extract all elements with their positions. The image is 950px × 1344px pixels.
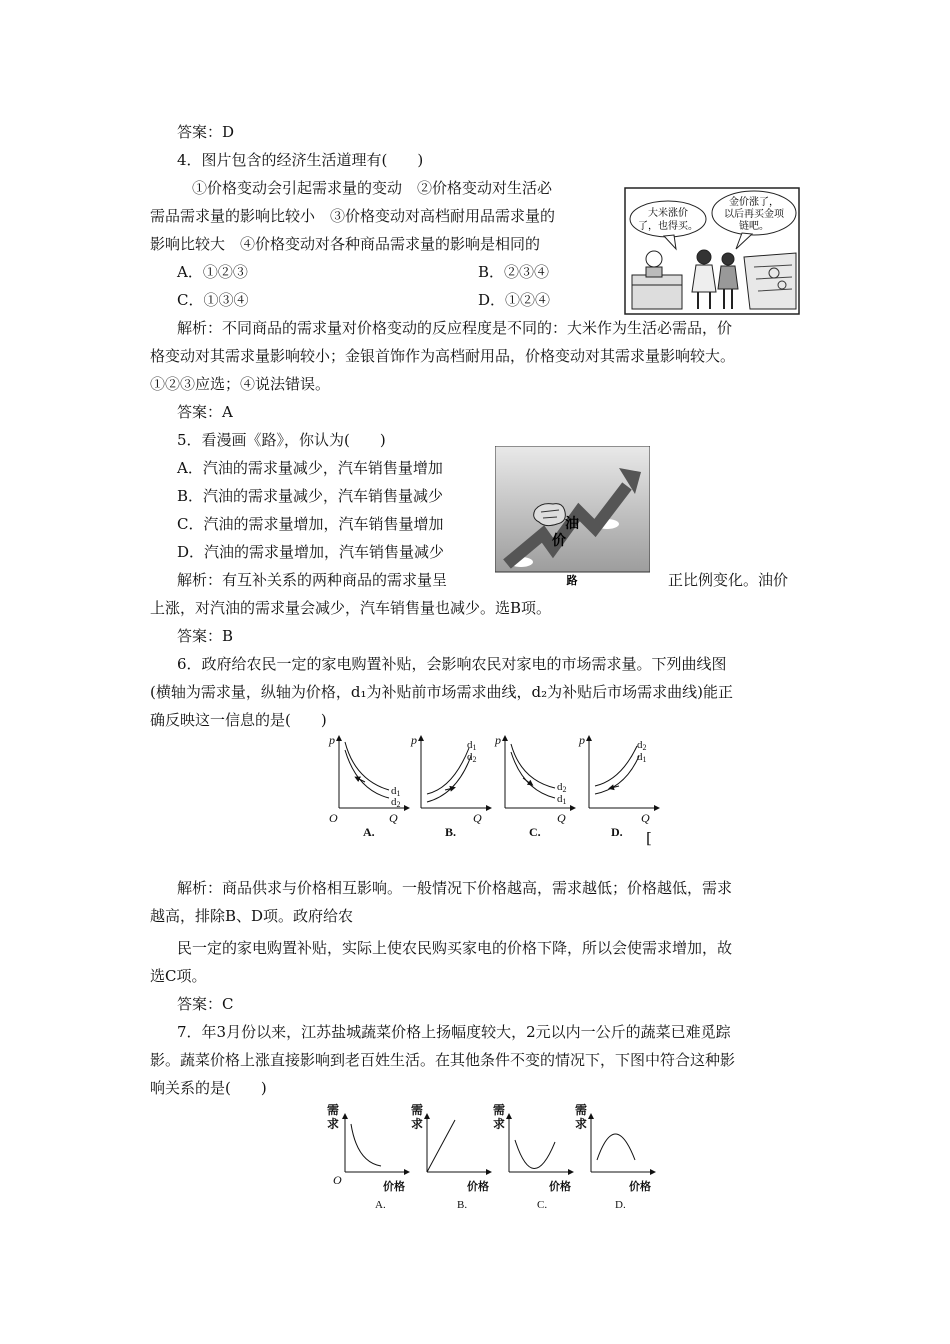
origin: O <box>329 811 338 825</box>
curve-label-d2: d2 <box>637 739 647 752</box>
q4-statement-line: ①价格变动会引起需求量的变动 ②价格变动对生活必 <box>192 179 553 197</box>
q7-stem-line: 影。蔬菜价格上涨直接影响到老百姓生活。在其他条件不变的情况下，下图中符合这种影 <box>150 1051 736 1069</box>
q5-option-b: B．汽油的需求量减少，汽车销售量减少 <box>177 487 444 505</box>
q6-explanation-line: 民一定的家电购置补贴，实际上使农民购买家电的价格下降，所以会使需求增加，故 <box>177 939 733 957</box>
y-label: 求 <box>493 1117 506 1131</box>
q4-explanation-line: ①②③应选；④说法错误。 <box>150 375 331 393</box>
q6-explanation-line: 解析：商品供求与价格相互影响。一般情况下价格越高，需求越低；价格越低，需求 <box>177 879 733 897</box>
bubble-rice-line1: 大米涨价 <box>648 208 688 219</box>
curve-label-d1: d1 <box>391 785 401 798</box>
q6-graph-b <box>410 733 489 839</box>
q5-stem: 5．看漫画《路》，你认为( ) <box>177 431 386 449</box>
q5-explanation-line: 上涨，对汽油的需求量会减少，汽车销售量也减少。选B项。 <box>150 599 552 617</box>
graph-label-d: D. <box>611 825 623 839</box>
q6-graph-c <box>494 733 573 839</box>
answer-q3: 答案：D <box>177 123 235 141</box>
x-label: 价格 <box>629 1181 651 1193</box>
origin: O <box>333 1173 342 1187</box>
q5-img-oil-label: 油 <box>565 517 579 532</box>
q6-explanation-line: 选C项。 <box>150 967 207 985</box>
y-label: 求 <box>575 1117 588 1131</box>
axis-q: Q <box>641 811 650 825</box>
x-label: 价格 <box>549 1181 571 1193</box>
q5-img-caption: 路 <box>566 575 578 586</box>
q6-stem-line: (横轴为需求量，纵轴为价格，d₁为补贴前市场需求曲线，d₂为补贴后市场需求曲线)能正 <box>150 683 733 701</box>
q7-graph-a <box>327 1102 407 1211</box>
axis-q: Q <box>389 811 398 825</box>
y-label: 需 <box>411 1103 424 1117</box>
q4-explanation-line: 格变动对其需求量影响较小；金银首饰作为高档耐用品，价格变动对其需求量影响较大。 <box>150 347 736 365</box>
q4-cartoon <box>624 187 800 315</box>
curve-label-d1: d1 <box>557 793 567 806</box>
curve-label-d2: d2 <box>391 796 401 809</box>
q6-stem-line: 6．政府给农民一定的家电购置补贴，会影响农民对家电的市场需求量。下列曲线图 <box>177 655 727 673</box>
stray-bracket: [ <box>646 829 652 847</box>
graph-label-c: C. <box>537 1199 548 1211</box>
q5-road-cartoon <box>495 446 650 586</box>
x-label: 价格 <box>467 1181 489 1193</box>
q7-demand-price-figure <box>325 1100 665 1215</box>
q4-option-a: A．①②③ <box>177 263 248 281</box>
q7-graph-c <box>493 1102 571 1211</box>
axis-p: p <box>329 733 335 747</box>
bubble-gold-line1: 金价涨了， <box>729 197 779 208</box>
graph-label-a: A. <box>375 1199 386 1211</box>
q4-option-c: C．①③④ <box>177 291 249 309</box>
q4-statement-line: 需品需求量的影响比较小 ③价格变动对高档耐用品需求量的 <box>150 207 556 225</box>
curve-label-d1: d1 <box>467 739 477 752</box>
q4-answer: 答案：A <box>177 403 233 421</box>
graph-label-a: A. <box>363 825 375 839</box>
q5-option-a: A．汽油的需求量减少，汽车销售量增加 <box>177 459 443 477</box>
y-label: 求 <box>411 1117 424 1131</box>
q6-stem-line: 确反映这一信息的是( ) <box>150 711 327 729</box>
q7-graph-b <box>411 1102 489 1211</box>
q5-option-d: D．汽油的需求量增加，汽车销售量减少 <box>177 543 445 561</box>
y-label: 需 <box>575 1103 588 1117</box>
q5-explanation-line: 正比例变化。油价 <box>668 571 789 589</box>
q4-statement-line: 影响比较大 ④价格变动对各种商品需求量的影响是相同的 <box>150 235 541 253</box>
graph-label-c: C. <box>529 825 541 839</box>
q4-stem: 4．图片包含的经济生活道理有( ) <box>177 151 424 169</box>
x-label: 价格 <box>383 1181 405 1193</box>
q5-img-price-label: 价 <box>552 534 566 549</box>
q6-graph-d <box>578 733 657 839</box>
q6-demand-curves-figure <box>325 732 665 847</box>
y-label: 求 <box>327 1117 340 1131</box>
q6-graph-a <box>328 733 407 839</box>
q5-answer: 答案：B <box>177 627 234 645</box>
q7-graph-d <box>575 1102 653 1211</box>
q5-explanation-line: 解析：有互补关系的两种商品的需求量呈 <box>177 571 448 589</box>
q5-option-c: C．汽油的需求量增加，汽车销售量增加 <box>177 515 444 533</box>
graph-label-b: B. <box>457 1199 468 1211</box>
axis-q: Q <box>473 811 482 825</box>
bubble-gold-line3: 链吧。 <box>739 221 769 232</box>
curve-label-d2: d2 <box>467 751 477 764</box>
axis-p: p <box>411 733 417 747</box>
y-label: 需 <box>327 1103 340 1117</box>
q6-answer: 答案：C <box>177 995 234 1013</box>
graph-label-d: D. <box>615 1199 626 1211</box>
bubble-gold-line2: 以后再买金项 <box>724 209 784 220</box>
q7-stem-line: 7．年3月份以来，江苏盐城蔬菜价格上扬幅度较大，2元以内一公斤的蔬菜已难觅踪 <box>177 1023 731 1041</box>
q4-explanation-line: 解析：不同商品的需求量对价格变动的反应程度是不同的：大米作为生活必需品，价 <box>177 319 733 337</box>
curve-label-d1: d1 <box>637 751 647 764</box>
curve-label-d2: d2 <box>557 781 567 794</box>
axis-p: p <box>579 733 585 747</box>
y-label: 需 <box>493 1103 506 1117</box>
axis-q: Q <box>557 811 566 825</box>
graph-label-b: B. <box>445 825 457 839</box>
bubble-rice-line2: 了，也得买。 <box>638 221 698 232</box>
q6-explanation-line: 越高，排除B、D项。政府给农 <box>150 907 354 925</box>
axis-p: p <box>495 733 501 747</box>
q4-option-b: B．②③④ <box>478 263 550 281</box>
q7-stem-line: 响关系的是( ) <box>150 1079 267 1097</box>
q4-option-d: D．①②④ <box>478 291 551 309</box>
